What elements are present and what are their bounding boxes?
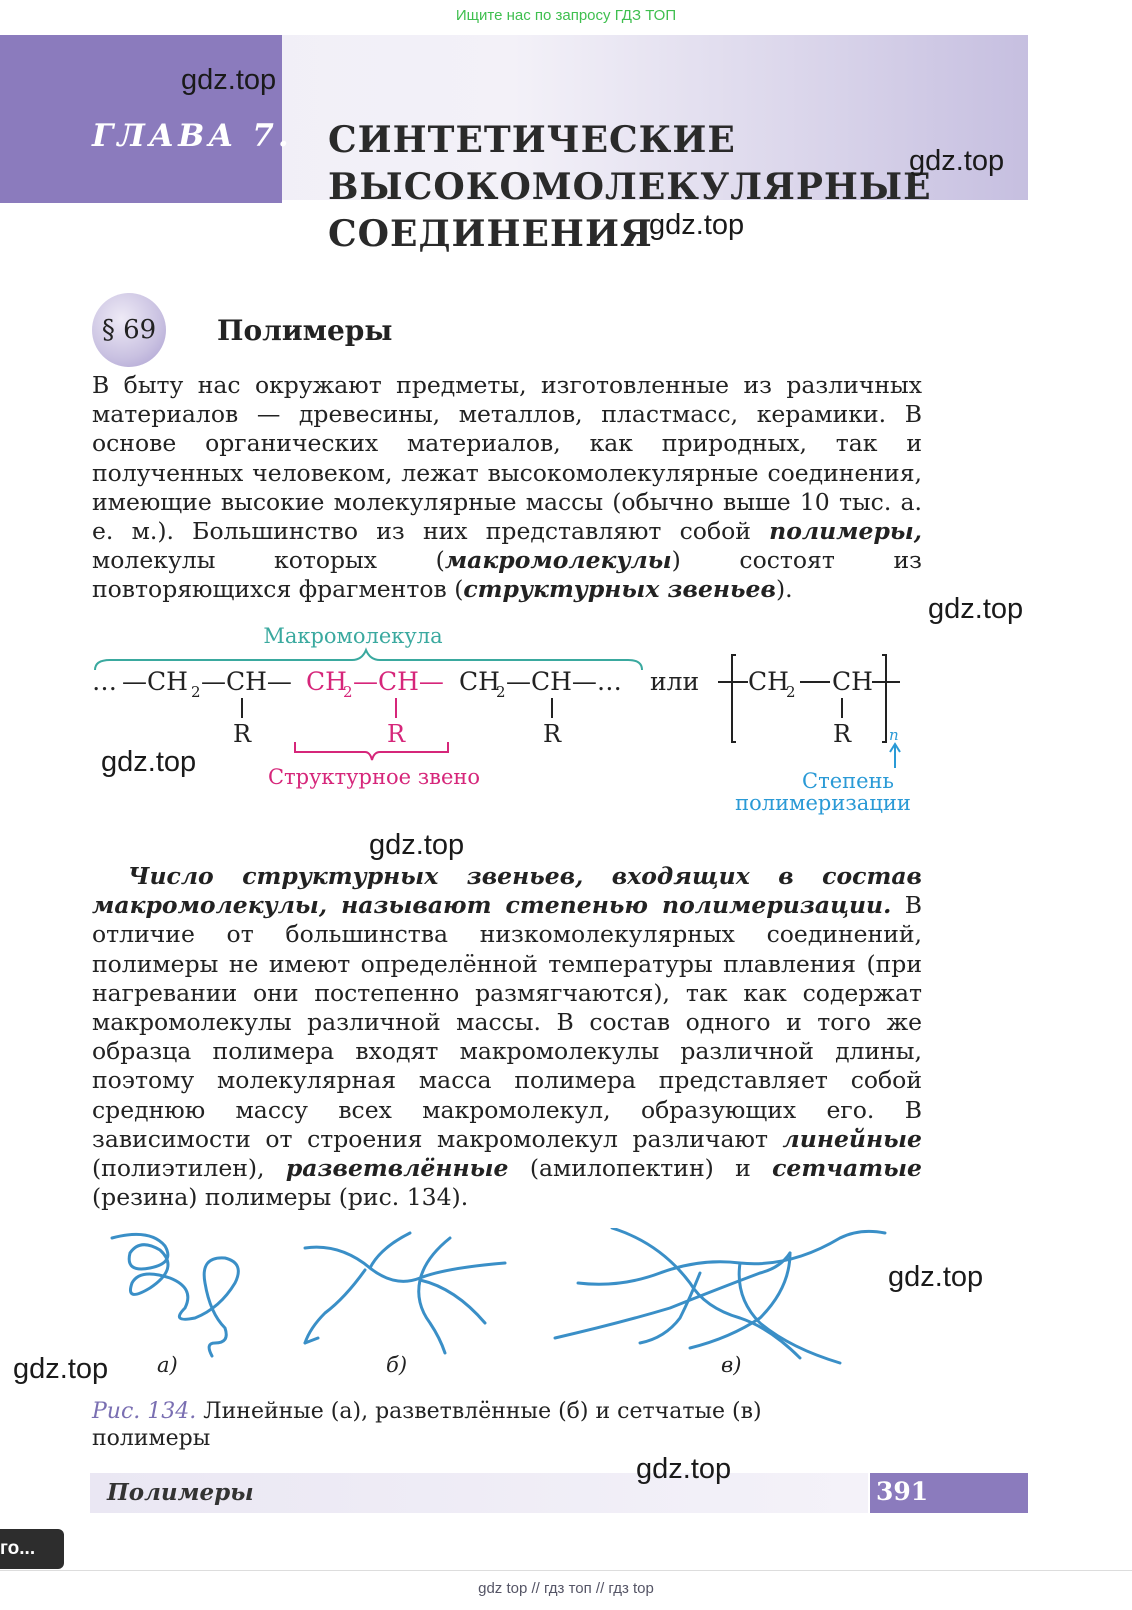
chain-subscript: 2	[786, 683, 796, 701]
paragraph-text: (амилопектин) и	[508, 1154, 773, 1183]
branched-polymer-branch	[420, 1280, 485, 1323]
watermark: gdz.top	[909, 145, 1005, 177]
section-number: § 69	[101, 315, 157, 345]
polymer-structures-figure	[0, 1228, 1132, 1398]
chapter-title	[328, 117, 932, 258]
paragraph-text: молекулы которых (	[92, 546, 445, 575]
structural-unit-label: Структурное звено	[267, 765, 481, 789]
definition-paragraph	[92, 862, 922, 1212]
chain-subscript: 2	[496, 683, 506, 701]
side-tab[interactable]: го...	[0, 1529, 64, 1569]
paragraph-text: ).	[775, 575, 793, 604]
watermark: gdz.top	[13, 1353, 109, 1385]
figure-label-a: а)	[157, 1353, 178, 1377]
watermark: gdz.top	[928, 593, 1024, 625]
top-banner[interactable]: Ищите нас по запросу ГДЗ ТОП	[455, 7, 677, 24]
chain-group: —CH—	[201, 667, 292, 696]
chain-formula	[92, 667, 699, 701]
r-group: R	[387, 720, 406, 748]
term-linear: линейные	[782, 1124, 922, 1153]
definition-text: Число структурных звеньев, входящих в состав макромолекулы, называют степенью полимеризации.	[92, 862, 922, 920]
term-structural-units: структурных звеньев	[463, 575, 776, 604]
paragraph-text: В отличие от большинства низкомолекулярных соединений, полимеры не имеют определённой температуры плавления (при нагревании они постепенно размягчаются), так как содержат макромолекулы различной массы. В состав одного и того же образца полимера входят макромолекулы различной длины, поэтому молекулярная масса полимера представляет собой среднюю массу всех макромолекул, образующих его. В зависимости от строения макромолекул различают	[92, 891, 923, 1153]
section-number-badge	[92, 293, 166, 367]
figure-label-b: б)	[386, 1353, 408, 1377]
repeat-unit-ch2: CH	[748, 667, 789, 696]
r-group: R	[833, 720, 852, 748]
repeat-unit-ch: CH	[832, 667, 873, 696]
structural-unit-brace	[295, 742, 448, 760]
r-group: R	[233, 720, 252, 748]
figure-label-c: в)	[721, 1353, 742, 1377]
bottom-bar[interactable]: gdz top // гдз топ // гдз top	[0, 1570, 1132, 1610]
n-index: n	[889, 726, 899, 744]
branched-polymer-branch	[370, 1233, 410, 1268]
term-network: сетчатые	[772, 1154, 922, 1183]
chain-start: …	[92, 667, 117, 696]
chain-subscript: 2	[343, 683, 353, 701]
footer-title: Полимеры	[107, 1479, 254, 1506]
watermark: gdz.top	[888, 1261, 984, 1293]
linear-polymer-chain	[112, 1234, 238, 1356]
watermark: gdz.top	[649, 209, 745, 241]
chain-unit-ch2: CH	[306, 667, 347, 696]
page-number: 391	[876, 1477, 929, 1506]
chain-group: CH	[459, 667, 500, 696]
degree-label-line2: полимеризации	[735, 791, 911, 815]
network-polymer-chain	[578, 1231, 885, 1284]
paragraph-text: ) состоят из повторяющихся фрагментов (	[92, 546, 922, 604]
or-label: или	[650, 667, 700, 696]
chapter-title-line: ВЫСОКОМОЛЕКУЛЯРНЫЕ	[328, 166, 932, 208]
section-title: Полимеры	[217, 314, 393, 347]
chain-unit-ch: —CH—	[353, 667, 444, 696]
caption-text: Линейные (а), разветвлённые (б) и сетчатые (в) полимеры	[92, 1399, 762, 1451]
paragraph-text: В быту нас окружают предметы, изготовленные из различных материалов — древесины, металлов, пластмасс, керамики. В основе органических материалов, как природных, так и полученных человеком, лежат высокомолекулярные соединения, имеющие высокие молекулярные массы (обычно выше 10 тыс. а. е. м.). Большинство из них представляют собой	[92, 371, 922, 546]
term-polymers: полимеры,	[769, 517, 922, 546]
degree-label-line1: Степень	[802, 769, 894, 793]
figure-number: Рис. 134.	[92, 1399, 197, 1424]
chapter-title-line: СОЕДИНЕНИЯ	[328, 213, 653, 255]
polymer-scheme	[0, 620, 1132, 830]
r-group: R	[543, 720, 562, 748]
macromolecule-label: Макромолекула	[263, 624, 443, 648]
branched-polymer-chain	[305, 1247, 505, 1281]
chain-group: —CH	[122, 667, 188, 696]
branched-polymer-branch	[419, 1280, 445, 1353]
term-branched: разветвлённые	[285, 1154, 509, 1183]
chain-subscript: 2	[191, 683, 201, 701]
intro-paragraph	[92, 371, 922, 605]
bracket-left	[732, 655, 736, 742]
chapter-title-line: СИНТЕТИЧЕСКИЕ	[328, 119, 736, 161]
watermark: gdz.top	[636, 1453, 732, 1485]
figure-caption	[92, 1398, 852, 1452]
term-macromolecules: макромолекулы	[444, 546, 672, 575]
paragraph-text: (полиэтилен),	[92, 1154, 286, 1183]
chapter-label: ГЛАВА 7.	[92, 118, 293, 154]
bracket-right	[882, 655, 886, 742]
watermark: gdz.top	[101, 746, 197, 778]
chain-end: —CH—…	[506, 667, 622, 696]
paragraph-text: (резина) полимеры (рис. 134).	[92, 1183, 469, 1212]
watermark: gdz.top	[369, 829, 465, 861]
branched-polymer-branch	[305, 1270, 365, 1343]
watermark: gdz.top	[181, 64, 277, 96]
